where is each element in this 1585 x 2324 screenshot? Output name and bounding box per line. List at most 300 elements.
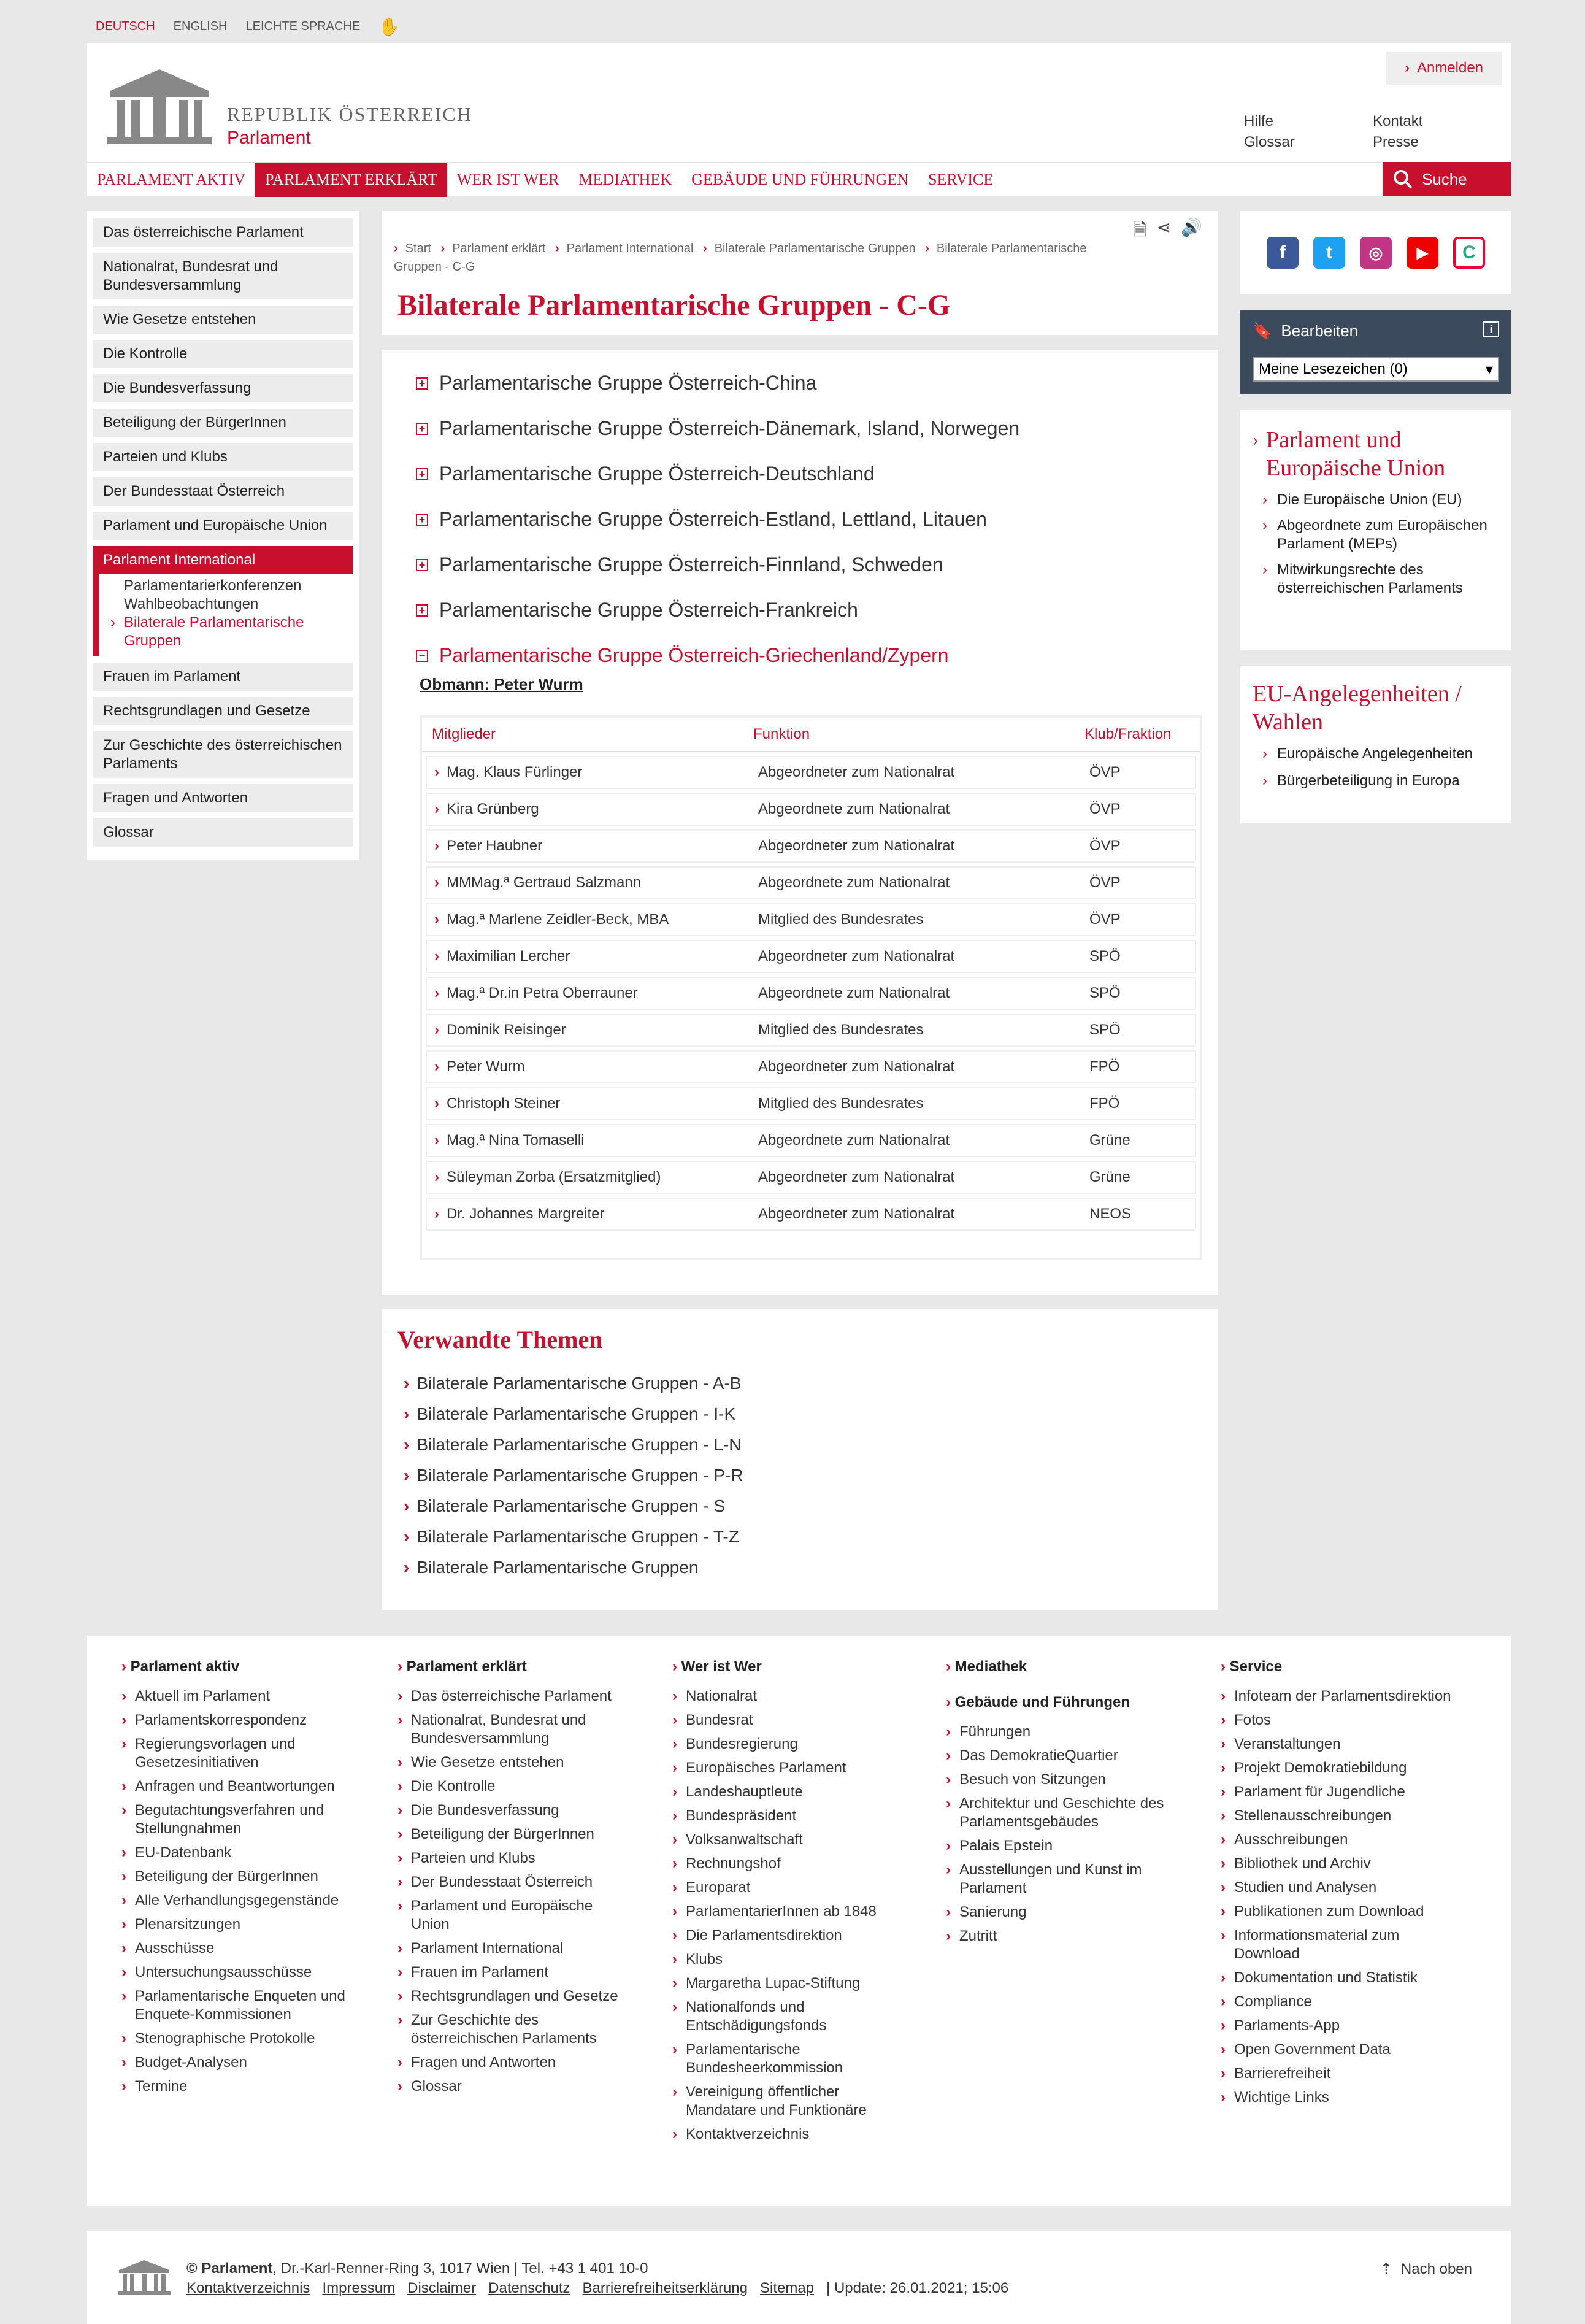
eu-box-link[interactable] xyxy=(1253,491,1499,509)
footer-link[interactable]: › Parlamentarische Enqueten und Enquete-Kommissionen xyxy=(121,1987,355,2024)
footer-link[interactable]: › Landeshauptleute xyxy=(672,1783,905,1801)
nav-wer-ist-wer[interactable]: WER IST WER xyxy=(456,170,559,188)
footer-link[interactable]: › Nationalrat xyxy=(672,1687,905,1706)
eu-box-link[interactable] xyxy=(1253,561,1499,598)
member-name: Süleyman Zorba (Ersatzmitglied) xyxy=(447,1169,661,1185)
related-topics xyxy=(382,1309,1218,1610)
member-club: FPÖ xyxy=(1089,1058,1120,1075)
footer-column xyxy=(397,1658,631,2101)
copyright: © Parlament xyxy=(186,2260,273,2277)
member-club: ÖVP xyxy=(1089,874,1121,891)
main-nav xyxy=(87,162,1511,196)
related-link-label: Bilaterale Parlamentarische Gruppen - L-N xyxy=(416,1435,742,1454)
footer-link[interactable]: › Architektur und Geschichte des Parlamentsgebäudes xyxy=(946,1795,1179,1831)
search-label: Suche xyxy=(1422,169,1467,188)
language-bar xyxy=(96,18,400,34)
accordion-label: Parlamentarische Gruppe Österreich-Griechenland/Zypern xyxy=(439,644,949,666)
bookmark-add-icon[interactable]: 🗎 xyxy=(1133,220,1147,239)
footer-link[interactable]: › Das DemokratieQuartier xyxy=(946,1747,1179,1765)
related-list xyxy=(404,1368,743,1583)
footer-link[interactable]: › Projekt Demokratiebildung xyxy=(1221,1759,1454,1777)
footer-link[interactable]: › Die Bundesverfassung xyxy=(397,1801,631,1820)
share-icon[interactable]: ⋖ xyxy=(1156,218,1172,237)
footer-links xyxy=(186,2280,1008,2297)
collapse-minus-icon: − xyxy=(416,650,428,662)
member-name: Maximilian Lercher xyxy=(447,948,570,964)
footer-link-privacy[interactable]: Datenschutz xyxy=(488,2280,570,2296)
related-link-label: Bilaterale Parlamentarische Gruppen - P-R xyxy=(416,1466,743,1485)
utility-nav xyxy=(1244,113,1502,151)
related-link[interactable]: › Bilaterale Parlamentarische Gruppen - T-Z xyxy=(404,1527,739,1546)
chevron-right-icon: › xyxy=(434,1206,439,1222)
column-header-function[interactable]: Funktion xyxy=(753,726,810,742)
member-name: Kira Grünberg xyxy=(447,801,539,817)
bookmark-header xyxy=(1253,321,1358,341)
footer-heading[interactable]: › Mediathek xyxy=(946,1658,1179,1676)
sidebar-item[interactable]: Fragen und Antworten xyxy=(93,784,353,812)
footer-link[interactable]: › Fragen und Antworten xyxy=(397,2053,631,2072)
sidebar-item[interactable]: Parteien und Klubs xyxy=(93,443,353,471)
related-link[interactable]: › Bilaterale Parlamentarische Gruppen - P-R xyxy=(404,1466,743,1485)
table-row xyxy=(426,793,1196,826)
accordion-item[interactable] xyxy=(416,417,1019,440)
member-name-link[interactable] xyxy=(427,1169,758,1186)
eu-affairs-link[interactable] xyxy=(1253,772,1499,790)
footer-link[interactable]: › Rechtsgrundlagen und Gesetze xyxy=(397,1987,631,2006)
eu-box-link[interactable] xyxy=(1253,517,1499,553)
instagram-icon[interactable]: ◎ xyxy=(1360,237,1392,269)
table-row xyxy=(426,977,1196,1010)
accordion-label: Parlamentarische Gruppe Österreich-Estland, Lettland, Litauen xyxy=(439,508,987,530)
member-name: MMMag.ª Gertraud Salzmann xyxy=(447,874,641,891)
footer-link[interactable]: › Studien und Analysen xyxy=(1221,1879,1454,1897)
site-footer xyxy=(87,1636,1511,2206)
member-function: Abgeordnete zum Nationalrat xyxy=(758,985,950,1001)
footer-column xyxy=(1221,1658,1454,2112)
chevron-right-icon: › xyxy=(1262,517,1267,534)
bottom-bar xyxy=(87,2231,1511,2324)
table-row xyxy=(426,903,1196,936)
sidebar-item[interactable]: Wie Gesetze entstehen xyxy=(93,306,353,334)
footer-link[interactable]: › Budget-Analysen xyxy=(121,2053,355,2072)
expand-plus-icon: + xyxy=(416,514,428,526)
footer-link[interactable]: › Bundesrat xyxy=(672,1711,905,1730)
footer-link[interactable]: › Wie Gesetze entstehen xyxy=(397,1753,631,1772)
accordion-item[interactable] xyxy=(416,463,875,485)
footer-link[interactable]: › Alle Verhandlungsgegenstände xyxy=(121,1891,355,1910)
column-header-club[interactable]: Klub/Fraktion xyxy=(1084,726,1172,742)
sidebar-subitem[interactable]: Parlamentarierkonferenzen xyxy=(124,577,302,594)
footer-address xyxy=(186,2260,648,2277)
table-row xyxy=(426,1161,1196,1194)
member-function: Abgeordnete zum Nationalrat xyxy=(758,801,950,817)
footer-link[interactable]: › Wichtige Links xyxy=(1221,2088,1454,2107)
column-header-members[interactable]: Mitglieder xyxy=(432,726,496,742)
footer-link[interactable]: › Parlaments-App xyxy=(1221,2017,1454,2035)
lang-de-link[interactable]: DEUTSCH xyxy=(96,19,155,33)
footer-link[interactable]: › Bundesregierung xyxy=(672,1735,905,1753)
member-name: Mag.ª Nina Tomaselli xyxy=(447,1132,585,1149)
expand-plus-icon: + xyxy=(416,377,428,390)
member-function: Mitglied des Bundesrates xyxy=(758,1095,924,1112)
footer-link[interactable]: › Plenarsitzungen xyxy=(121,1915,355,1934)
expand-plus-icon: + xyxy=(416,559,428,571)
member-name-link[interactable] xyxy=(427,1206,758,1223)
parliament-logo-icon[interactable] xyxy=(104,66,215,146)
sidebar-item[interactable]: Der Bundesstaat Österreich xyxy=(93,477,353,506)
member-name-link[interactable] xyxy=(427,1058,758,1075)
sidebar-item[interactable]: Nationalrat, Bundesrat und Bundesversammlung xyxy=(93,253,353,299)
member-name-link[interactable] xyxy=(427,764,758,781)
footer-link-imprint[interactable]: Impressum xyxy=(322,2280,396,2296)
parliament-logo-icon xyxy=(117,2259,172,2296)
member-function: Abgeordnete zum Nationalrat xyxy=(758,874,950,891)
related-link[interactable]: › Bilaterale Parlamentarische Gruppen - L-N xyxy=(404,1435,742,1454)
member-function: Mitglied des Bundesrates xyxy=(758,1022,924,1038)
breadcrumb-item[interactable]: Bilaterale Parlamentarische Gruppen xyxy=(714,242,916,255)
lang-easy-link[interactable]: LEICHTE SPRACHE xyxy=(245,19,361,33)
breadcrumb: › Start › Parlament erklärt › Parlament International › Bilaterale Parlamentarische Gruppen › Bilaterale Parlamentarische Gruppen - C-G xyxy=(394,242,1087,274)
sidebar-item[interactable]: Glossar xyxy=(93,818,353,847)
footer-link[interactable]: › Das österreichische Parlament xyxy=(397,1687,631,1706)
page-title: Bilaterale Parlamentarische Gruppen - C-G xyxy=(397,289,951,321)
sidebar-item[interactable]: Die Kontrolle xyxy=(93,340,353,368)
accordion-item[interactable] xyxy=(416,508,987,531)
breadcrumb-item[interactable]: Start xyxy=(405,242,431,255)
member-name-link[interactable] xyxy=(427,837,758,855)
member-function: Abgeordneter zum Nationalrat xyxy=(758,1169,955,1185)
table-row xyxy=(426,866,1196,899)
footer-link[interactable]: › Zutritt xyxy=(946,1927,1179,1945)
footer-link[interactable]: › Bundespräsident xyxy=(672,1807,905,1825)
eu-affairs-link-label: Europäische Angelegenheiten xyxy=(1277,745,1473,762)
bookmark-panel xyxy=(1240,310,1511,394)
main-content xyxy=(382,350,1218,1295)
member-name-link[interactable] xyxy=(427,1022,758,1039)
nav-parlament-aktiv[interactable]: PARLAMENT AKTIV xyxy=(97,170,245,188)
table-row xyxy=(426,1198,1196,1231)
login-button[interactable]: › Anmelden xyxy=(1386,52,1502,85)
member-name: Christoph Steiner xyxy=(447,1095,561,1112)
footer-link[interactable]: › Kontaktverzeichnis xyxy=(672,2125,905,2144)
table-header xyxy=(422,718,1200,752)
eu-affairs-box xyxy=(1240,666,1511,823)
update-info: | Update: 26.01.2021; 15:06 xyxy=(826,2280,1009,2296)
chevron-right-icon: › xyxy=(434,801,439,817)
member-name: Dr. Johannes Margreiter xyxy=(447,1206,605,1222)
footer-link[interactable]: › Klubs xyxy=(672,1950,905,1969)
footer-link[interactable]: › Aktuell im Parlament xyxy=(121,1687,355,1706)
footer-link[interactable]: › Begutachtungsverfahren und Stellungnahmen xyxy=(121,1801,355,1838)
member-club: SPÖ xyxy=(1089,948,1121,964)
footer-link[interactable]: › Parlament für Jugendliche xyxy=(1221,1783,1454,1801)
member-name-link[interactable] xyxy=(427,801,758,818)
eu-affairs-link-label: Bürgerbeteiligung in Europa xyxy=(1277,772,1460,789)
sidebar-item[interactable]: Zur Geschichte des österreichischen Parlaments xyxy=(93,731,353,778)
footer-link[interactable]: › Compliance xyxy=(1221,1993,1454,2011)
footer-heading[interactable]: › Parlament erklärt xyxy=(397,1658,631,1676)
glossary-link[interactable]: Glossar xyxy=(1244,134,1295,150)
breadcrumb-item[interactable]: Parlament erklärt xyxy=(452,242,546,255)
member-club: SPÖ xyxy=(1089,1022,1121,1038)
chevron-right-icon: › xyxy=(1262,772,1267,789)
expand-plus-icon: + xyxy=(416,604,428,617)
footer-link[interactable]: › Volksanwaltschaft xyxy=(672,1831,905,1849)
accordion-label: Parlamentarische Gruppe Österreich-Deutschland xyxy=(439,463,875,485)
footer-link[interactable]: › Margaretha Lupac-Stiftung xyxy=(672,1974,905,1993)
lang-en-link[interactable]: ENGLISH xyxy=(173,19,228,33)
read-aloud-icon[interactable]: 🔊 xyxy=(1181,218,1202,237)
footer-link-disclaimer[interactable]: Disclaimer xyxy=(407,2280,477,2296)
contact-link[interactable]: Kontakt xyxy=(1373,113,1423,129)
accordion-label: Parlamentarische Gruppe Österreich-Frankreich xyxy=(439,599,858,621)
footer-heading[interactable]: › Gebäude und Führungen xyxy=(946,1693,1179,1712)
sidebar-item[interactable]: Parlament und Europäische Union xyxy=(93,512,353,540)
chevron-right-icon: › xyxy=(434,985,439,1001)
footer-link-sitemap[interactable]: Sitemap xyxy=(760,2280,815,2296)
member-function: Abgeordneter zum Nationalrat xyxy=(758,1058,955,1075)
footer-link[interactable]: › ParlamentarierInnen ab 1848 xyxy=(672,1903,905,1921)
member-name-link[interactable] xyxy=(427,911,758,928)
chevron-right-icon: › xyxy=(434,948,439,964)
member-name-link[interactable] xyxy=(427,948,758,965)
footer-link[interactable]: › Regierungsvorlagen und Gesetzesinitiativen xyxy=(121,1735,355,1772)
member-function: Abgeordneter zum Nationalrat xyxy=(758,948,955,964)
social-bar xyxy=(1240,211,1511,294)
accordion-label: Parlamentarische Gruppe Österreich-Dänemark, Island, Norwegen xyxy=(439,417,1020,439)
footer-link[interactable]: › Frauen im Parlament xyxy=(397,1963,631,1982)
chevron-right-icon: › xyxy=(1262,491,1267,508)
nav-gebaeude[interactable]: GEBÄUDE UND FÜHRUNGEN xyxy=(691,170,908,188)
member-function: Mitglied des Bundesrates xyxy=(758,911,924,928)
footer-link[interactable]: › Parlament International xyxy=(397,1939,631,1958)
footer-link[interactable]: › Die Kontrolle xyxy=(397,1777,631,1796)
member-name: Dominik Reisinger xyxy=(447,1022,566,1038)
table-row xyxy=(426,756,1196,789)
members-table xyxy=(420,715,1202,1260)
sidebar-subitem-label: Bilaterale Parlamentarische Gruppen xyxy=(124,614,304,649)
eu-affairs-link[interactable] xyxy=(1253,745,1499,763)
eu-box-link-label: Mitwirkungsrechte des österreichischen Parlaments xyxy=(1277,561,1463,596)
footer-link[interactable]: › Parlamentskorrespondenz xyxy=(121,1711,355,1730)
eu-box-link-label: Abgeordnete zum Europäischen Parlament (MEPs) xyxy=(1277,517,1487,552)
bookmark-title: Bearbeiten xyxy=(1281,321,1359,340)
footer-link-accessibility[interactable]: Barrierefreiheitserklärung xyxy=(582,2280,748,2296)
table-row xyxy=(426,1087,1196,1120)
chevron-right-icon: › xyxy=(110,614,115,631)
footer-link[interactable]: › Führungen xyxy=(946,1723,1179,1741)
title-panel xyxy=(382,211,1218,335)
footer-column xyxy=(672,1658,905,2149)
member-name: Mag.ª Marlene Zeidler-Beck, MBA xyxy=(447,911,669,928)
member-club: ÖVP xyxy=(1089,837,1121,854)
accordion-item[interactable] xyxy=(416,553,943,576)
footer-link[interactable]: › Europarat xyxy=(672,1879,905,1897)
nav-mediathek[interactable]: MEDIATHEK xyxy=(578,170,672,188)
chevron-right-icon: › xyxy=(434,837,439,854)
bookmark-icon: 🔖 xyxy=(1253,321,1273,340)
info-icon[interactable]: i xyxy=(1483,321,1499,337)
table-row xyxy=(426,940,1196,973)
footer-heading[interactable]: › Service xyxy=(1221,1658,1454,1676)
brand-title: REPUBLIK ÖSTERREICH xyxy=(227,103,472,125)
member-function: Abgeordneter zum Nationalrat xyxy=(758,837,955,854)
chevron-right-icon: › xyxy=(434,1022,439,1038)
chevron-right-icon: › xyxy=(1262,561,1267,578)
related-link[interactable]: › Bilaterale Parlamentarische Gruppen - I-K xyxy=(404,1404,736,1423)
footer-link[interactable]: › Dokumentation und Statistik xyxy=(1221,1969,1454,1987)
sidebar-item[interactable]: Die Bundesverfassung xyxy=(93,374,353,402)
footer-link[interactable]: › Bibliothek und Archiv xyxy=(1221,1855,1454,1873)
left-sidebar xyxy=(87,211,359,860)
footer-column xyxy=(121,1658,355,2101)
chevron-down-icon: ▾ xyxy=(1485,361,1493,378)
member-name: Peter Wurm xyxy=(447,1058,525,1075)
footer-link[interactable]: › Palais Epstein xyxy=(946,1837,1179,1855)
footer-link[interactable]: › Parlament und Europäische Union xyxy=(397,1897,631,1934)
chevron-right-icon: › xyxy=(434,911,439,928)
footer-link[interactable]: › Anfragen und Beantwortungen xyxy=(121,1777,355,1796)
related-title: Verwandte Themen xyxy=(397,1326,603,1353)
member-club: ÖVP xyxy=(1089,764,1121,780)
open-data-icon[interactable]: C xyxy=(1453,237,1485,269)
help-link[interactable]: Hilfe xyxy=(1244,113,1274,129)
footer-link[interactable]: › Rechnungshof xyxy=(672,1855,905,1873)
related-link-label: Bilaterale Parlamentarische Gruppen - I-K xyxy=(416,1404,736,1423)
member-club: ÖVP xyxy=(1089,801,1121,817)
chevron-right-icon: › xyxy=(434,1058,439,1075)
sidebar-item-active[interactable]: Parlament International xyxy=(93,546,353,574)
member-club: Grüne xyxy=(1089,1169,1130,1185)
accordion-item[interactable] xyxy=(416,372,816,394)
member-name-link[interactable] xyxy=(427,985,758,1002)
eu-box xyxy=(1240,410,1511,650)
footer-link[interactable]: › Nationalrat, Bundesrat und Bundesversammlung xyxy=(397,1711,631,1748)
footer-link[interactable]: › Open Government Data xyxy=(1221,2041,1454,2059)
footer-link[interactable]: › Die Parlamentsdirektion xyxy=(672,1926,905,1945)
eu-box-link-label: Die Europäische Union (EU) xyxy=(1277,491,1462,508)
sidebar-subitem-current[interactable] xyxy=(110,614,353,650)
chevron-right-icon: › xyxy=(1253,429,1259,450)
footer-link[interactable]: › Fotos xyxy=(1221,1711,1454,1730)
related-link[interactable]: › Bilaterale Parlamentarische Gruppen xyxy=(404,1558,699,1577)
footer-link[interactable]: › Sanierung xyxy=(946,1903,1179,1922)
footer-heading[interactable]: › Wer ist Wer xyxy=(672,1658,905,1676)
search-icon xyxy=(1392,169,1413,190)
twitter-icon[interactable]: t xyxy=(1313,237,1345,269)
footer-link[interactable]: › Ausschreibungen xyxy=(1221,1831,1454,1849)
eu-affairs-title[interactable]: EU-Angelegenheiten / Wahlen xyxy=(1253,681,1462,735)
sidebar-item[interactable]: Frauen im Parlament xyxy=(93,663,353,691)
table-body xyxy=(422,756,1200,1231)
chevron-right-icon: › xyxy=(1262,745,1267,762)
footer-link[interactable]: › Ausstellungen und Kunst im Parlament xyxy=(946,1861,1179,1898)
footer-link[interactable]: › Termine xyxy=(121,2077,355,2096)
sidebar-submenu xyxy=(93,574,353,656)
sidebar-item[interactable]: Das österreichische Parlament xyxy=(93,218,353,247)
table-row xyxy=(426,829,1196,863)
nav-parlament-erklaert[interactable]: PARLAMENT ERKLÄRT xyxy=(255,163,447,197)
member-club: ÖVP xyxy=(1089,911,1121,928)
member-function: Abgeordnete zum Nationalrat xyxy=(758,1132,950,1149)
member-name-link[interactable] xyxy=(427,1095,758,1112)
footer-link[interactable]: › Stenographische Protokolle xyxy=(121,2030,355,2048)
footer-link[interactable]: › Publikationen zum Download xyxy=(1221,1903,1454,1921)
footer-link[interactable]: › Parlamentarische Bundesheerkommission xyxy=(672,2041,905,2077)
member-function: Abgeordneter zum Nationalrat xyxy=(758,1206,955,1222)
sidebar-subitem[interactable]: Wahlbeobachtungen xyxy=(124,596,259,612)
member-name-link[interactable] xyxy=(427,874,758,891)
eu-box-title[interactable] xyxy=(1253,426,1499,482)
member-function: Abgeordneter zum Nationalrat xyxy=(758,764,955,780)
sidebar-item[interactable]: Beteiligung der BürgerInnen xyxy=(93,409,353,437)
footer-link[interactable]: › Glossar xyxy=(397,2077,631,2096)
address-text: , Dr.-Karl-Renner-Ring 3, 1017 Wien | Tel. +43 1 401 10-0 xyxy=(272,2260,648,2277)
related-link-label: Bilaterale Parlamentarische Gruppen - A-B xyxy=(416,1374,742,1393)
breadcrumb-item[interactable]: Parlament International xyxy=(566,242,694,255)
press-link[interactable]: Presse xyxy=(1373,134,1419,150)
facebook-icon[interactable]: f xyxy=(1267,237,1299,269)
bookmark-select[interactable] xyxy=(1253,357,1499,382)
back-to-top-link[interactable] xyxy=(1380,2260,1472,2278)
member-club: Grüne xyxy=(1089,1132,1130,1149)
footer-link[interactable]: › Nationalfonds und Entschädigungsfonds xyxy=(672,1998,905,2035)
footer-link[interactable]: › Vereinigung öffentlicher Mandatare und Funktionäre xyxy=(672,2083,905,2120)
footer-link[interactable]: › Europäisches Parlament xyxy=(672,1759,905,1777)
brand-subtitle: Parlament xyxy=(227,128,311,148)
footer-link[interactable]: › Barrierefreiheit xyxy=(1221,2064,1454,2083)
footer-link[interactable]: › Parteien und Klubs xyxy=(397,1849,631,1868)
chevron-right-icon: › xyxy=(434,764,439,780)
sidebar-item[interactable]: Rechtsgrundlagen und Gesetze xyxy=(93,697,353,725)
accordion-label: Parlamentarische Gruppe Österreich-China xyxy=(439,372,817,394)
footer-link[interactable]: › Beteiligung der BürgerInnen xyxy=(397,1825,631,1844)
accordion-item-open[interactable] xyxy=(416,644,949,667)
expand-plus-icon: + xyxy=(416,468,428,480)
related-link[interactable]: › Bilaterale Parlamentarische Gruppen - A-B xyxy=(404,1374,742,1393)
footer-link[interactable]: › Stellenausschreibungen xyxy=(1221,1807,1454,1825)
chevron-right-icon: › xyxy=(434,874,439,891)
search-button[interactable] xyxy=(1383,162,1511,196)
page-tools xyxy=(1133,217,1202,247)
footer-heading[interactable]: › Parlament aktiv xyxy=(121,1658,355,1676)
footer-link[interactable]: › Besuch von Sitzungen xyxy=(946,1771,1179,1789)
footer-link[interactable]: › Zur Geschichte des österreichischen Parlaments xyxy=(397,2011,631,2048)
member-name: Mag.ª Dr.in Petra Oberrauner xyxy=(447,985,638,1001)
sign-language-icon[interactable]: ✋ xyxy=(378,17,401,36)
footer-link[interactable]: › Beteiligung der BürgerInnen xyxy=(121,1868,355,1886)
footer-link-contacts[interactable]: Kontaktverzeichnis xyxy=(186,2280,310,2296)
nav-service[interactable]: SERVICE xyxy=(927,170,994,188)
footer-link[interactable]: › EU-Datenbank xyxy=(121,1844,355,1862)
footer-link[interactable]: › Informationsmaterial zum Download xyxy=(1221,1926,1454,1963)
chevron-right-icon: › xyxy=(434,1095,439,1112)
footer-link[interactable]: › Veranstaltungen xyxy=(1221,1735,1454,1753)
footer-link[interactable]: › Der Bundesstaat Österreich xyxy=(397,1873,631,1891)
youtube-icon[interactable]: ▶ xyxy=(1407,237,1438,269)
breadcrumb-current: Bilaterale Parlamentarische Gruppen - C-G xyxy=(394,242,1087,274)
table-row xyxy=(426,1124,1196,1157)
member-name-link[interactable] xyxy=(427,1132,758,1149)
related-link-label: Bilaterale Parlamentarische Gruppen - T-Z xyxy=(416,1527,739,1546)
footer-link[interactable]: › Ausschüsse xyxy=(121,1939,355,1958)
footer-link[interactable]: › Untersuchungsausschüsse xyxy=(121,1963,355,1982)
back-to-top-label: Nach oben xyxy=(1400,2261,1472,2277)
accordion-item[interactable] xyxy=(416,599,858,621)
site-header xyxy=(87,43,1511,196)
related-link[interactable]: › Bilaterale Parlamentarische Gruppen - S xyxy=(404,1496,726,1515)
footer-link[interactable]: › Infoteam der Parlamentsdirektion xyxy=(1221,1687,1454,1706)
